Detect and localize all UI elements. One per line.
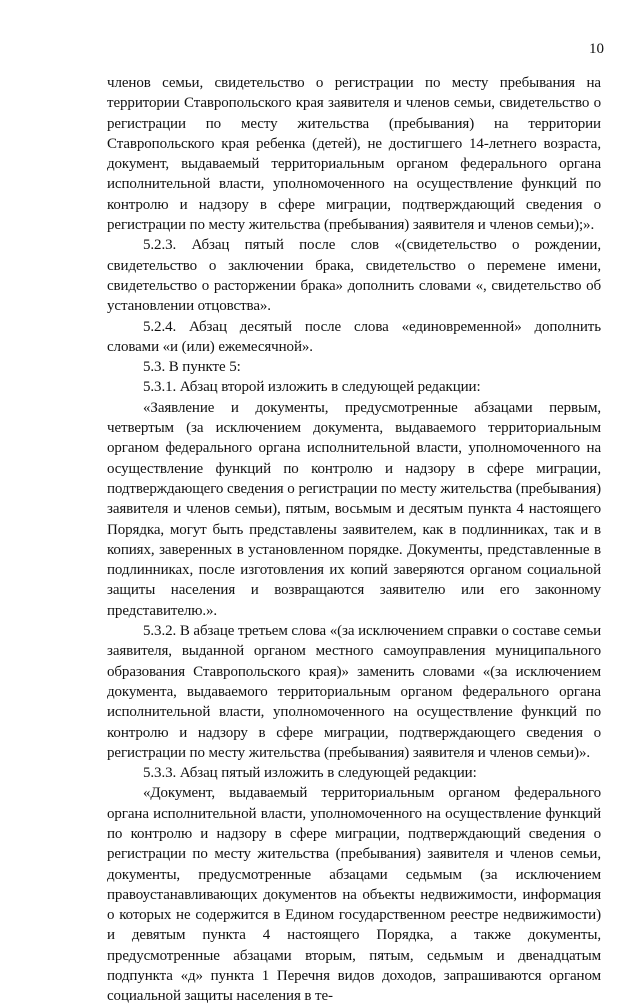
document-body [107, 73, 601, 1007]
paragraph-continuation: членов семьи, свидетельство о регистрации по месту пребывания на территории Ставропольского края заявителя и членов семьи, свидетельство о регистрации по месту жительства (пребывания) на территории Ставропольского края ребенка (детей), не достигшего 14-летнего возраста, документ, выдаваемый территориальным органом федерального органа исполнительной власти, уполномоченного на осуществление функций по контролю и надзору в сфере миграции, подтверждающий сведения о регистрации по месту жительства (пребывания) заявителя и членов семьи);». [107, 75, 601, 234]
paragraph-5-3-3-quote: «Документ, выдаваемый территориальным органом федерального органа исполнительной власти, уполномоченного на осуществление функций по контролю и надзору в сфере миграции, подтверждающий сведения о регистрации по месту жительства (пребывания) заявителя и членов семьи, документы, предусмотренные абзацами седьмым (за исключением правоустанавливающих документов на объекты недвижимости, информация о которых не содержится в Едином государственном реестре недвижимости) и девятым пункта 4 настоящего Порядка, а также документы, предусмотренные абзацами вторым, пятым, седьмым и двенадцатым подпункта «д» пункта 1 Перечня видов доходов, запрашиваются органом социальной защиты населения в те- [107, 785, 601, 1005]
paragraph-5-2-3: 5.2.3. Абзац пятый после слов «(свидетельство о рождении, свидетельство о заключении брака, свидетельство о перемене имени, свидетельство о расторжении брака» дополнить словами «, свидетельство об установлении отцовства». [107, 237, 601, 315]
page-number: 10 [589, 41, 604, 57]
paragraph-5-3-1: 5.3.1. Абзац второй изложить в следующей редакции: [143, 379, 481, 396]
paragraph-5-3-3: 5.3.3. Абзац пятый изложить в следующей редакции: [143, 765, 477, 782]
paragraph-5-2-4: 5.2.4. Абзац десятый после слова «единовременной» дополнить словами «и (или) ежемесячной». [107, 318, 601, 355]
paragraph-5-3: 5.3. В пункте 5: [143, 359, 241, 376]
paragraph-5-3-2: 5.3.2. В абзаце третьем слова «(за исключением справки о составе семьи заявителя, выданной органом местного самоуправления муниципального образования Ставропольского края)» заменить словами «(за исключением документа, выдаваемого территориальным органом федерального органа исполнительной власти, уполномоченного на осуществление функций по контролю и надзору в сфере миграции, подтверждающего сведения о регистрации по месту жительства (пребывания) заявителя и членов семьи)». [107, 623, 601, 761]
paragraph-5-3-1-quote: «Заявление и документы, предусмотренные абзацами первым, четвертым (за исключением документа, выдаваемого территориальным органом федерального органа исполнительной власти, уполномоченного на осуществление функций по контролю и надзору в сфере миграции, подтверждающего сведения о регистрации по месту жительства (пребывания) заявителя и членов семьи), пятым, восьмым и десятым пункта 4 настоящего Порядка, могут быть представлены заявителем, как в подлинниках, так и в копиях, заверенных в установленном порядке. Документы, представленные в подлинниках, после изготовления их копий заверяются органом социальной защиты населения и возвращаются заявителю или его законному представителю.». [107, 399, 601, 619]
